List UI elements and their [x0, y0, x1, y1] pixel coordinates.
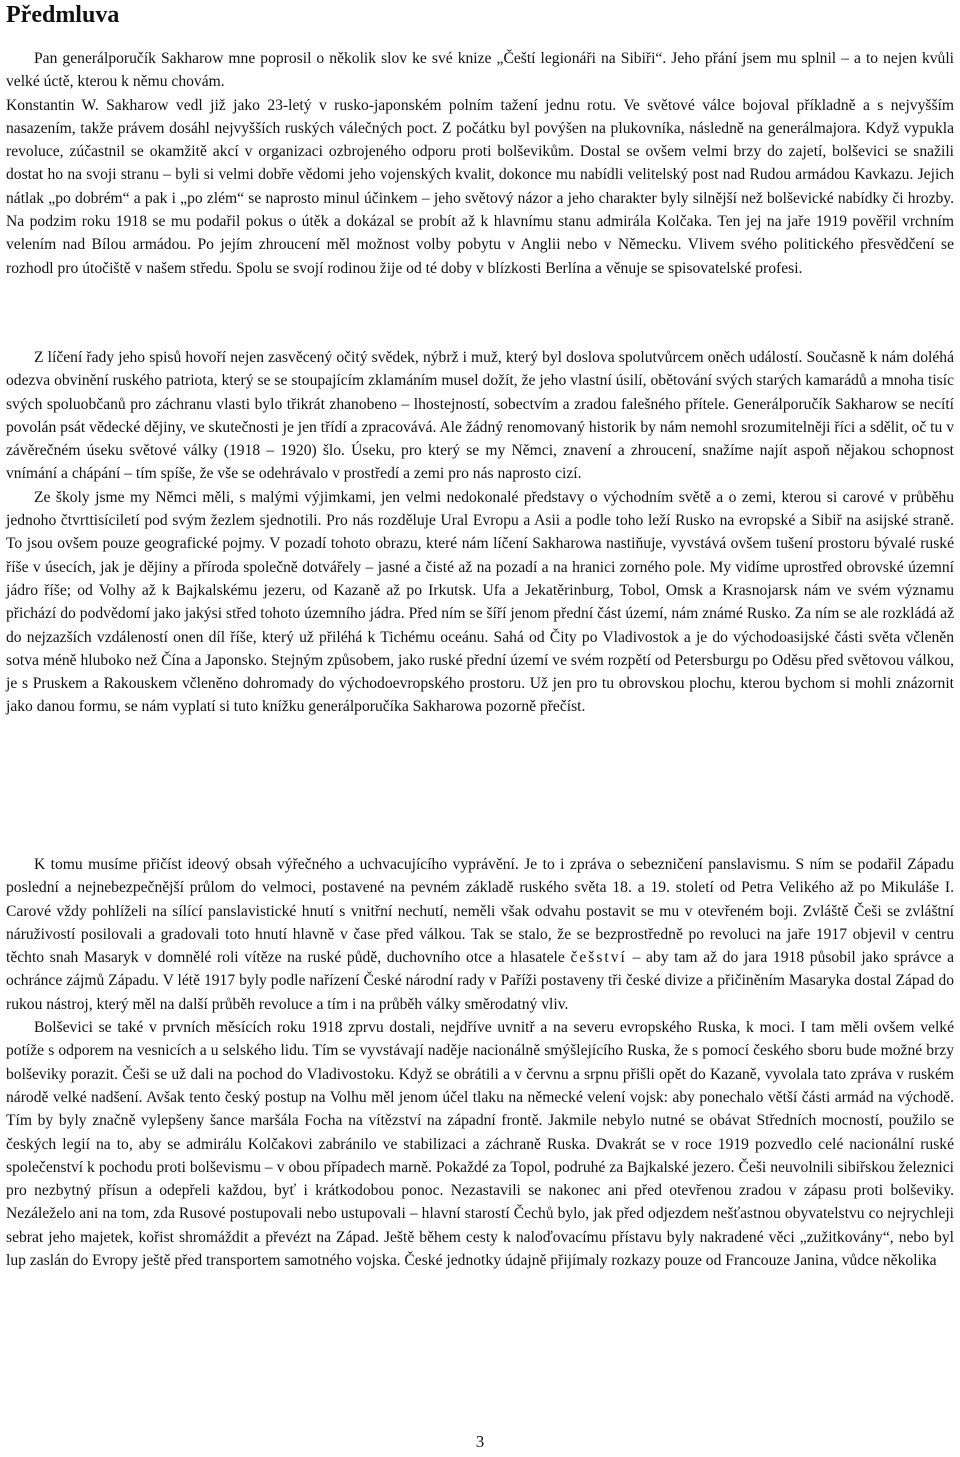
paragraph-6: Bolševici se také v prvních měsících roku 1918 zprvu dostali, nejdříve uvnitř a na severu evropského Ruska, k moci. I tam měli ovšem velké potíže s odporem na vesnicích a u selského lidu. Tím se vyvstávají naděje nacionálně smýšlejícího Ruska, že s pomocí českého sboru bude možné brzy bolševiky porazit. Češi se už dali na pochod do Vladivostoku. Když se obrátili a v červnu a srpnu přišli opět do Kazaně, vyvolala tato zpráva v ruském národě velké nadšení. Avšak tento český postup na Volhu měl jenom účel tlaku na německé velení vojsk: aby ponechalo větší části armád na východě. Tím by byly značně vylepšeny šance maršála Focha na vítězství na západní frontě. Jakmile nebylo nutné se obávat Středních mocností, použilo se českých legií na to, aby se admirálu Kolčakovi zabránilo ve stabilizaci a záchraně Ruska. Dvakrát se v roce 1919 pozvedlo celé nacionální ruské společenství k pochodu proti bolševismu – v obou případech marně. Pokaždé za Topol, podruhé za Bajkalské jezero. Češi neuvolnili sibiřskou železnici pro nezbytný přísun a odepřeli každou, byť i krátkodobou ponoc. Nezastavili se nakonec ani před otevřenou zradou v zápasu proti bolševiky. Nezáleželo ani na tom, zda Rusové postupovali nebo ustupovali – hlavní starostí Čechů bylo, jak před odjezdem nešťastnou obyvatelstvu co nejrychleji sebrat jeho majetek, kořist shromáždit a převézt na Západ. Ještě během cesty k naloďovacímu přístavu byly nakradené věci „zužitkovány“, nebo byl lup zaslán do Evropy ještě před transportem samotného vojska. České jednotky údajně přijímaly rozkazy pouze od Francouze Janina, vůdce několika: [6, 1019, 954, 1270]
body-block-2: [6, 853, 954, 1272]
paragraph-5-part-a: K tomu musíme přičíst ideový obsah výřečného a uchvacujícího vyprávění. Je to i zpráva o sebezničení panslavismu. S ním se podařil Západu poslední a nejnebezpečnější průlom do velmoci, postavené na pevném základě ruského světa 18. a 19. století od Petra Velikého až po Mikuláše I. Carové vždy pohlíželi na sílící panslavistické hnutí s vnitřní nechutí, neměli však odvahu postavit se mu v otevřeném boji. Zvláště Češi se zvláštní náruživostí posilovali a gradovali toto hnutí hlavně v čase před válkou. Tak se stalo, že se bezprostředně po revoluci na jaře 1917 objevil v centru těchto snah Masaryk v domnělé roli vítěze na ruské půdě, duchovního otce a hlasatele: [6, 856, 954, 967]
paragraph-4: Ze školy jsme my Němci měli, s malými výjimkami, jen velmi nedokonalé představy o východním světě a o zemi, kterou si carové v průběhu jednoho čtvrttisíciletí pod svým žezlem sjednotili. Pro nás rozděluje Ural Evropu a Asii a podle toho leží Rusko na evropské a Sibiř na asijské straně. To jsou ovšem pouze geografické pojmy. V pozadí tohoto obrazu, které nám líčení Sakharowa nastiňuje, vyvstává ovšem tušení prostoru bývalé ruské říše v úsecích, jak je dějiny a příroda společně dotvářely – jasné a čisté až na pozadí a na hranici zorného pole. My vidíme uprostřed obrovské územní jádro říše; od Volhy až k Bajkalskému jezeru, od Kazaně až po Irkutsk. Ufa a Jekatěrinburg, Tobol, Omsk a Krasnojarsk nám ve svém významu přichází do podvědomí jako jakýsi střed tohoto územního jádra. Před ním se šíří jenom přední část území, nám známé Rusko. Za ním se ale rozkládá až do nejzazších vzdáleností onen díl říše, který už přiléhá k Tichému oceánu. Sahá od Čity po Vladivostok a je do východoasijské části světa včleněn sotva méně hluboko než Čína a Japonsko. Stejným způsobem, jako ruské přední území ve svém rozpětí od Petersburgu po Oděsu před světovou válkou, je s Pruskem a Rakouskem včleněno dohromady do východoevropského prostoru. Už jen pro tu obrovskou plochu, kterou bychom si mohli znázornit jako danou formu, se nám vyplatí si tuto knížku generálporučíka Sakharowa pozorně přečíst.: [6, 488, 954, 716]
paragraph-2: Konstantin W. Sakharow vedl již jako 23-letý v rusko-japonském polním tažení jednu rotu. Ve světové válce bojoval příkladně a s nejvyšším nasazením, takže právem dosáhl nejvyšších ruských válečných poct. Z počátku byl povýšen na plukovníka, následně na generálmajora. Když vypukla revoluce, zúčastnil se okamžitě akcí v organizaci ozbrojeného odporu proti bolševikům. Dostal se ovšem velmi brzy do zajetí, bolševici se snažili dostat ho na svoji stranu – byli si velmi dobře vědomi jeho vojenských kvalit, dokonce mu nabídli velitelský post nad Rudou armádou Kavkazu. Jejich nátlak „po dobrém“ a pak i „po zlém“ se naprosto minul účinkem – jeho světový názor a jeho charakter byly silnější než bolševické nabídky či hrozby. Na podzim roku 1918 se mu podařil pokus o útěk a dokázal se probít až k hlavnímu stanu admirála Kolčaka. Ten jej na jaře 1919 pověřil vrchním velením nad Bílou armádou. Po jejím zhroucení měl možnost volby pobytu v Anglii nebo v Německu. Vlivem svého politického přesvědčení se rozhodl pro útočiště v našem středu. Spolu se svojí rodinou žije od té doby v blízkosti Berlína a věnuje se spisovatelské profesi.: [6, 96, 954, 277]
paragraph-1: Pan generálporučík Sakharow mne poprosil o několik slov ke své knize „Čeští legionáři na Sibiři“. Jeho přání jsem mu splnil – a to nejen kvůli velké úctě, kterou k němu chovám.: [6, 50, 954, 91]
page-number: 3: [475, 1432, 485, 1451]
body-block-1: [6, 346, 954, 719]
paragraph-5: [6, 853, 954, 1016]
intro-block: [6, 47, 954, 280]
paragraph-3: Z líčení řady jeho spisů hovoří nejen zasvěcený očitý svědek, nýbrž i muž, který byl doslova spolutvůrcem oněch událostí. Současně k nám doléhá odezva obvinění ruského patriota, který se se stoupajícím zklamáním musel dožít, že jeho vlastní úsilí, obětování svých starých kamarádů a mnoha tisíc svých spoluobčanů pro záchranu vlasti bylo třikrát zhanobeno – lhostejností, sobectvím a zradou falešného přítele. Generálporučík Sakharow se necítí povolán psát vědecké dějiny, ve skutečnosti je jen třídí a zpracovává. Ale žádný renomovaný historik by nám nemohl srozumitelněji říci a sdělit, oč tu v závěrečném úseku světové války (1918 – 1920) šlo. Úseku, pro který se my Němci, znavení a zhroucení, snažíme najít aspoň nějakou schopnost vnímání a chápání – tím spíše, že vše se odehrávalo v prostředí a zemi pro nás naprosto cizí.: [6, 349, 954, 483]
emphasized-word: češství: [570, 949, 627, 967]
page-title: Předmluva: [6, 2, 120, 28]
paragraph-5-part-b: – aby tam až do jara 1918 působil jako správce a ochránce zájmů Západu. V létě 1917 byly podle nařízení České národní rady v Paříži postaveny tři české divize a přičiněním Masaryka dostal Západ do rukou nástroj, který měl na další průběh revoluce a tím i na průběh války směrodatný vliv.: [6, 949, 955, 1013]
